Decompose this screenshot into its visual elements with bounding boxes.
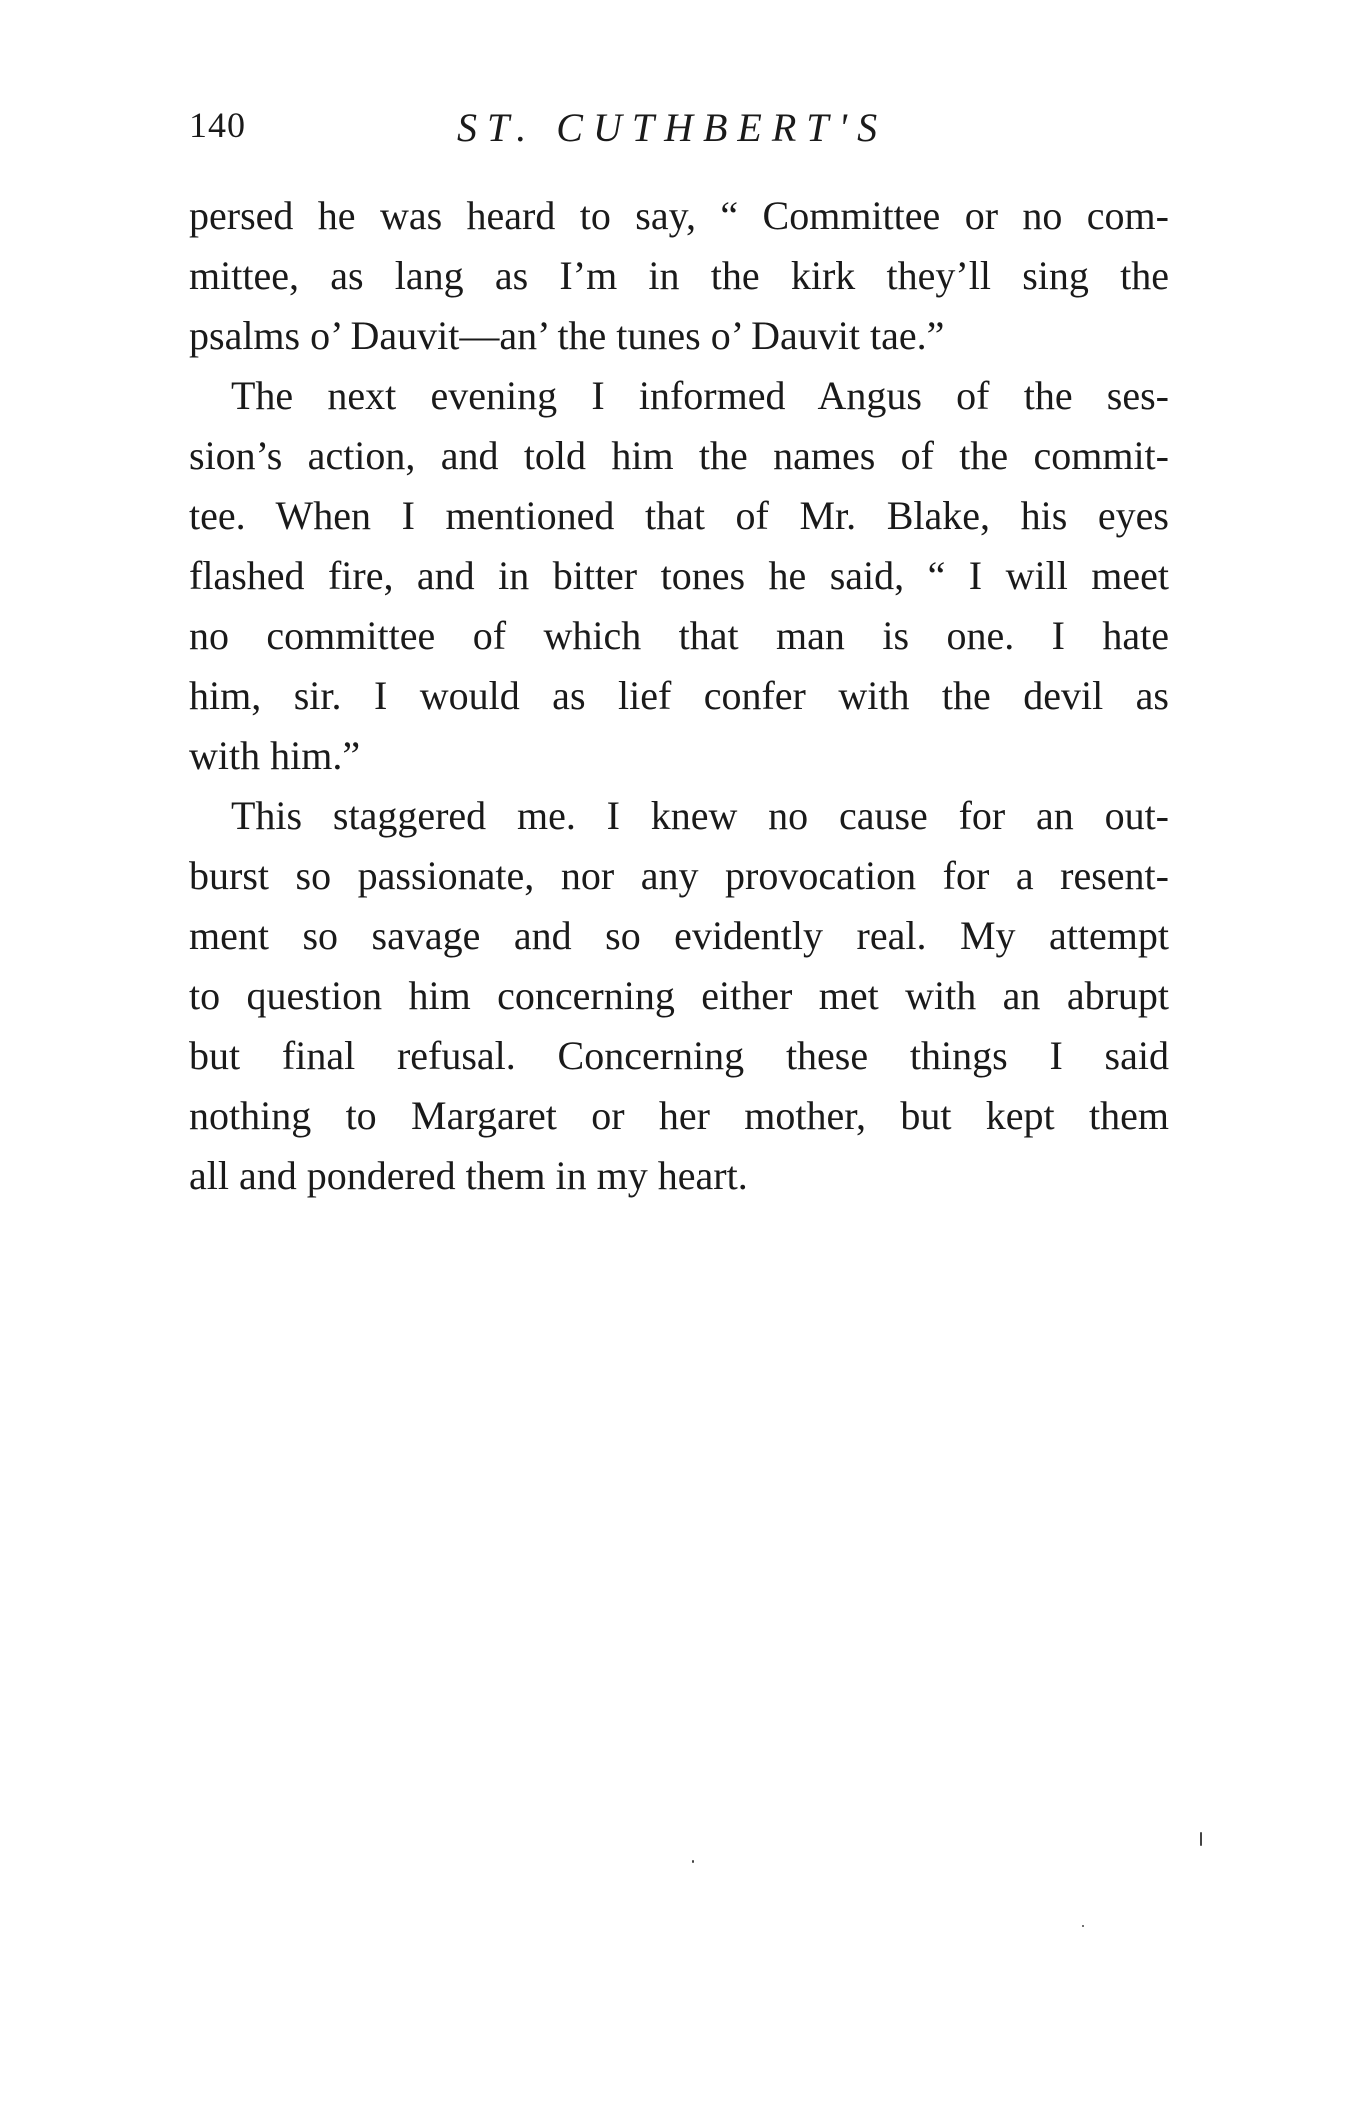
text-line: but final refusal. Concerning these things I said — [189, 1033, 1169, 1078]
text-line: persed he was heard to say, “ Committee or no com- — [189, 193, 1169, 238]
text-line: nothing to Margaret or her mother, but kept them — [189, 1093, 1169, 1138]
text-line: no committee of which that man is one. I hate — [189, 613, 1169, 658]
text-line: him, sir. I would as lief confer with the devil as — [189, 673, 1169, 718]
scan-speck — [1200, 1832, 1202, 1846]
text-line: This staggered me. I knew no cause for an out- — [231, 793, 1169, 838]
scan-speck — [1082, 1925, 1084, 1927]
paragraph-1 — [189, 186, 1169, 366]
running-head — [189, 104, 1169, 164]
text-line: tee. When I mentioned that of Mr. Blake, his eyes — [189, 493, 1169, 538]
scan-speck — [692, 1860, 694, 1863]
text-line: psalms o’ Dauvit—an’ the tunes o’ Dauvit tae.” — [189, 313, 945, 358]
paragraph-3 — [189, 786, 1169, 1206]
text-line: mittee, as lang as I’m in the kirk they’ll sing the — [189, 253, 1169, 298]
paragraph-2 — [189, 366, 1169, 786]
page-number: 140 — [189, 105, 246, 145]
text-line: all and pondered them in my heart. — [189, 1153, 748, 1198]
running-title: ST. CUTHBERT'S — [457, 105, 888, 150]
text-line: burst so passionate, nor any provocation for a resent- — [189, 853, 1169, 898]
body-text — [189, 186, 1169, 1206]
text-line: with him.” — [189, 733, 361, 778]
text-line: flashed fire, and in bitter tones he said, “ I will meet — [189, 553, 1169, 598]
text-line: The next evening I informed Angus of the ses- — [231, 373, 1169, 418]
text-line: ment so savage and so evidently real. My attempt — [189, 913, 1169, 958]
text-line: sion’s action, and told him the names of the commit- — [189, 433, 1169, 478]
text-line: to question him concerning either met with an abrupt — [189, 973, 1169, 1018]
